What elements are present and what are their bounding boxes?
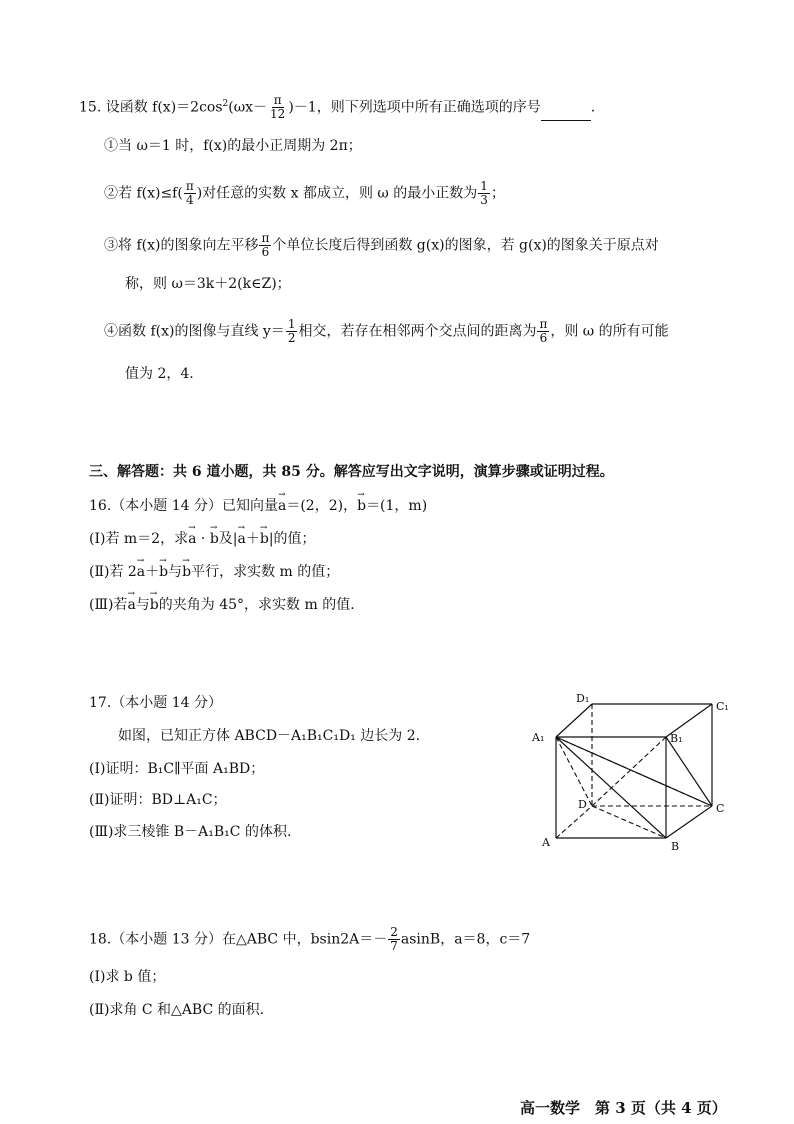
label-c1: C₁	[716, 700, 729, 713]
q15-option-3-line2: 称，则 ω＝3k＋2(k∈Z)；	[125, 276, 291, 292]
page-footer: 高一数学 第 3 页（共 4 页）	[520, 1099, 727, 1117]
q16-part-1: (Ⅰ)若 m＝2，求→ a · → b及|→ a＋→ b|的值；	[89, 529, 316, 549]
label-c: C	[716, 802, 725, 815]
edge-a1-d1	[556, 704, 592, 737]
q17-line-1: 如图，已知正方体 ABCD－A₁B₁C₁D₁ 边长为 2.	[118, 728, 421, 744]
section-3-heading: 三、解答题：共 6 道小题，共 85 分。解答应写出文字说明，演算步骤或证明过程。	[89, 464, 614, 480]
hidden-d-b	[592, 806, 666, 838]
q16-part-3: (Ⅲ)若→ a与→ b的夹角为 45°，求实数 m 的值.	[89, 595, 355, 615]
q18-part-2: (Ⅱ)求角 C 和△ABC 的面积.	[89, 1002, 265, 1018]
q15-option-3-line1: ③将 f(x)的图象向左平移 $\frac{\pi}{6}$ 个单位长度后得到函数 g(x)的图象，若 g(x)的图象关于原点对	[104, 231, 659, 259]
q15-option-4-line1: ④函数 f(x)的图像与直线 y＝ $\frac{1}{2}$ 相交，若存在相邻两个交点间的距离为 $\frac{\pi}{6}$ ，则 ω 的所有可能	[104, 317, 669, 345]
q17-part-2: (Ⅱ)证明：BD⊥A₁C；	[89, 792, 227, 808]
q17-part-1: (Ⅰ)证明：B₁C∥平面 A₁BD；	[89, 761, 265, 777]
q16-part-2: (Ⅱ)若 2→ a＋→ b与→ b平行，求实数 m 的值；	[89, 562, 339, 582]
answer-blank	[541, 106, 591, 121]
label-b1: B₁	[670, 732, 683, 745]
q15-option-4-line2: 值为 2，4.	[125, 366, 194, 382]
q16-stem: 16.（本小题 14 分）已知向量→ a＝(2，2)，→ b＝(1，m)	[89, 496, 427, 516]
label-b: B	[671, 840, 680, 853]
q17-stem: 17.（本小题 14 分）	[89, 695, 222, 711]
edge-a1-b	[556, 737, 666, 838]
q18-part-1: (Ⅰ)求 b 值；	[89, 969, 166, 985]
q18-stem: 18.（本小题 13 分）在△ABC 中，bsin2A＝－ $\frac{2}{7}$ asinB，a＝8，c＝7	[89, 925, 531, 953]
q15-stem: 15. 设函数 $f(x)=2\cos^2(\omega x-$ $\frac{\pi}{12}$ )－1，则下列选项中所有正确选项的序号 .	[79, 93, 596, 122]
hidden-d-b1	[592, 737, 666, 806]
label-d: D	[578, 798, 587, 811]
q15-option-2: ②若 f(x)≤f( $\frac{\pi}{4}$ )对任意的实数 x 都成立，则 ω 的最小正数为 $\frac{1}{3}$ ；	[104, 179, 505, 207]
edge-b-c	[666, 806, 712, 838]
label-d1: D₁	[576, 692, 590, 705]
hidden-a1-d	[556, 737, 592, 806]
cube-figure	[528, 690, 748, 855]
q15-option-1: ①当 ω＝1 时，f(x)的最小正周期为 2π；	[104, 138, 362, 154]
label-a1: A₁	[532, 731, 545, 744]
label-a: A	[542, 836, 550, 849]
q17-part-3: (Ⅲ)求三棱锥 B－A₁B₁C 的体积.	[89, 824, 292, 840]
